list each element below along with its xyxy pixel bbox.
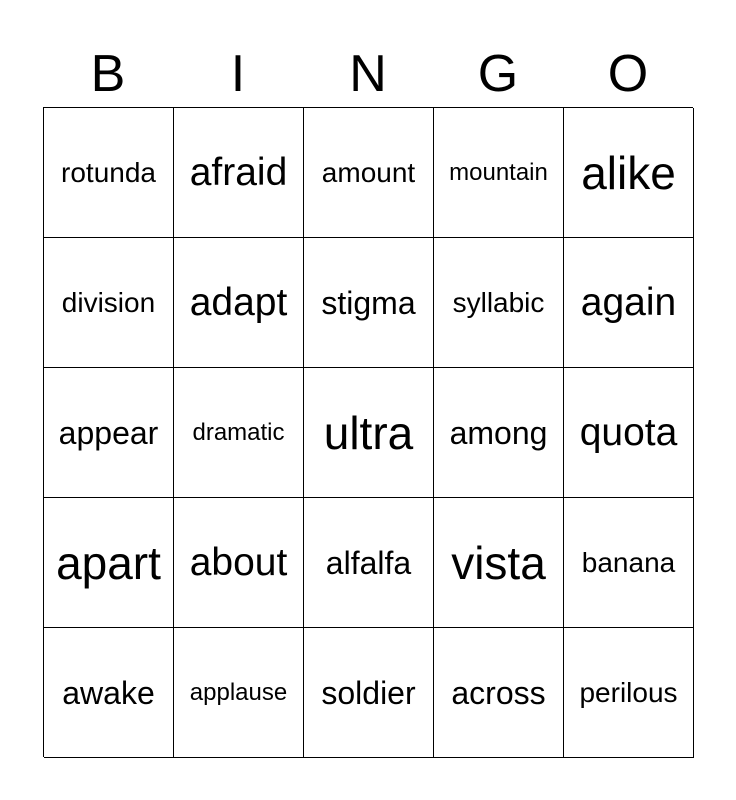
bingo-cell[interactable]: quota [564,368,694,498]
header-letter-g: G [477,45,519,103]
bingo-cell[interactable]: alike [564,108,694,238]
bingo-cell[interactable]: syllabic [434,238,564,368]
bingo-cell[interactable]: among [434,368,564,498]
header-letter-i: I [230,45,246,103]
bingo-cell[interactable]: ultra [304,368,434,498]
bingo-cell[interactable]: division [44,238,174,368]
bingo-cell[interactable]: banana [564,498,694,628]
bingo-cell[interactable]: rotunda [44,108,174,238]
bingo-cell[interactable]: vista [434,498,564,628]
bingo-cell[interactable]: perilous [564,628,694,758]
header-letter-b: B [90,45,126,103]
bingo-cell[interactable]: alfalfa [304,498,434,628]
bingo-cell[interactable]: appear [44,368,174,498]
bingo-cell[interactable]: across [434,628,564,758]
bingo-header [43,40,693,108]
bingo-cell[interactable]: stigma [304,238,434,368]
bingo-board [43,107,693,757]
bingo-cell[interactable]: awake [44,628,174,758]
bingo-cell[interactable]: adapt [174,238,304,368]
bingo-cell[interactable]: amount [304,108,434,238]
bingo-cell[interactable]: applause [174,628,304,758]
bingo-cell[interactable]: about [174,498,304,628]
header-letter-o: O [607,45,649,103]
bingo-cell[interactable]: dramatic [174,368,304,498]
header-letter-n: N [349,45,387,103]
bingo-cell[interactable]: apart [44,498,174,628]
bingo-cell[interactable]: mountain [434,108,564,238]
bingo-cell[interactable]: afraid [174,108,304,238]
bingo-cell[interactable]: again [564,238,694,368]
bingo-cell[interactable]: soldier [304,628,434,758]
